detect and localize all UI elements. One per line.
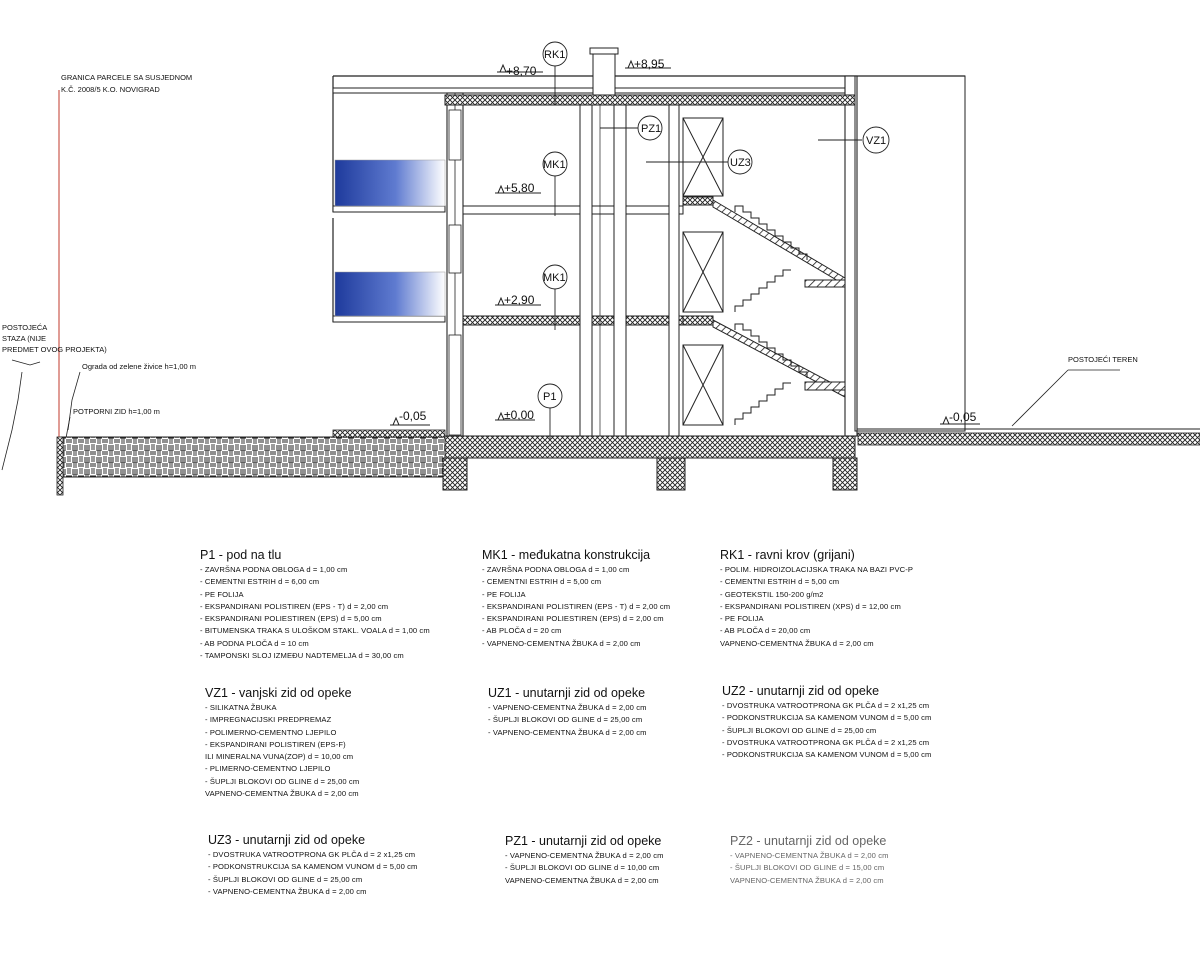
foundation-right: [833, 458, 857, 490]
legend-item: - IMPREGNACIJSKI PREDPREMAZ: [205, 715, 332, 725]
legend-item: - VAPNENO-CEMENTNA ŽBUKA d = 2,00 cm: [488, 727, 647, 737]
roof-slab: [445, 95, 855, 105]
legend-item: - PODKONSTRUKCIJA SA KAMENOM VUNOM d = 5,00 cm: [208, 862, 418, 872]
parcel-boundary-note-1: GRANICA PARCELE SA SUSJEDNOM: [61, 73, 193, 82]
legend-uz2: [722, 684, 931, 761]
legend-item: - EKSPANDIRANI POLIESTIREN (EPS) d = 2,00 cm: [482, 614, 664, 624]
legend-item: - ŠUPLJI BLOKOVI OD GLINE d = 25,00 cm: [205, 776, 360, 786]
legend-title: VZ1 - vanjski zid od opeke: [205, 686, 352, 700]
legend-item: VAPNENO-CEMENTNA ŽBUKA d = 2,00 cm: [730, 875, 884, 885]
legend-item: - PE FOLIJA: [720, 614, 764, 624]
legend-item: - CEMENTNI ESTRIH d = 5,00 cm: [482, 577, 602, 587]
tag-pz1: PZ1: [641, 123, 662, 135]
parcel-boundary-note-2: K.Č. 2008/5 K.O. NOVIGRAD: [61, 85, 160, 94]
legend-item: - VAPNENO-CEMENTNA ŽBUKA d = 2,00 cm: [488, 703, 647, 712]
legend-item: VAPNENO-CEMENTNA ŽBUKA d = 2,00 cm: [720, 638, 874, 648]
legend-item: - CEMENTNI ESTRIH d = 5,00 cm: [720, 577, 840, 587]
legend-item: - AB PLOČA d = 20,00 cm: [720, 626, 811, 636]
legend-item: - EKSPANDIRANI POLIESTIREN (EPS) d = 5,00 cm: [200, 614, 382, 624]
legend-item: - ZAVRŠNA PODNA OBLOGA d = 1,00 cm: [200, 565, 348, 574]
foundation-left: [443, 458, 467, 490]
legend-item: - PE FOLIJA: [482, 589, 526, 599]
level-terrain-left: -0,05: [399, 409, 427, 423]
legend-title: UZ3 - unutarnji zid od opeke: [208, 833, 366, 847]
legend-rk1: [720, 548, 913, 650]
legend-title: RK1 - ravni krov (grijani): [720, 548, 855, 562]
level-first-floor: +2,90: [504, 293, 535, 307]
legend-pz1: [505, 834, 664, 887]
legend-item: - DVOSTRUKA VATROOTPRONA GK PLČA d = 2 x1,25 cm: [208, 850, 416, 859]
legend-item: - PODKONSTRUKCIJA SA KAMENOM VUNOM d = 5,00 cm: [722, 750, 932, 760]
existing-path-note-1: POSTOJEĆA: [2, 323, 48, 332]
level-ground: ±0,00: [504, 408, 534, 422]
left-ground-fill: [61, 437, 445, 477]
legend-item: - DVOSTRUKA VATROOTPRONA GK PLČA d = 2 x1,25 cm: [722, 737, 930, 747]
door-upper: [683, 118, 723, 196]
legend-item: - TAMPONSKI SLOJ IZMEĐU NADTEMELJA d = 30,00 cm: [200, 651, 404, 661]
legend-item: - DVOSTRUKA VATROOTPRONA GK PLČA d = 2 x1,25 cm: [722, 701, 930, 710]
legend-item: - ŠUPLJI BLOKOVI OD GLINE d = 25,00 cm: [488, 715, 643, 725]
legend-title: MK1 - međukatna konstrukcija: [482, 548, 651, 562]
staircase-upper: [713, 200, 845, 312]
legend-item: VAPNENO-CEMENTNA ŽBUKA d = 2,00 cm: [205, 789, 359, 799]
existing-terrain-note: POSTOJEĆI TEREN: [1068, 355, 1138, 364]
legend-item: - PE FOLIJA: [200, 589, 244, 599]
tag-mk1-upper: MK1: [543, 159, 566, 171]
legend-title: P1 - pod na tlu: [200, 548, 282, 562]
legend-item: - EKSPANDIRANI POLISTIREN (XPS) d = 12,00 cm: [720, 601, 901, 611]
legend-p1: [200, 548, 430, 662]
tag-mk1-lower: MK1: [543, 272, 566, 284]
legend-item: - SILIKATNA ŽBUKA: [205, 703, 277, 712]
tag-vz1: VZ1: [866, 135, 887, 147]
legend-item: - AB PLOČA d = 20 cm: [482, 626, 562, 636]
foundation-middle: [657, 458, 685, 490]
legend-item: - AB PODNA PLOČA d = 10 cm: [200, 638, 309, 648]
lower-intermediate-slab: [463, 316, 683, 325]
ground-slab: [445, 436, 855, 458]
level-terrain-right: -0,05: [949, 410, 977, 424]
retaining-wall-note: POTPORNI ZID h=1,00 m: [73, 407, 160, 416]
legend-item: - VAPNENO-CEMENTNA ŽBUKA d = 2,00 cm: [482, 638, 641, 648]
legend-item: - VAPNENO-CEMENTNA ŽBUKA d = 2,00 cm: [208, 886, 367, 896]
legend-item: - EKSPANDIRANI POLISTIREN (EPS-F): [205, 739, 346, 749]
tag-rk1: RK1: [544, 49, 566, 61]
legend-item: - CEMENTNI ESTRIH d = 6,00 cm: [200, 577, 320, 587]
level-second-floor: +5,80: [504, 181, 535, 195]
legend-item: - GEOTEKSTIL 150-200 g/m2: [720, 589, 824, 599]
upper-intermediate-slab: [463, 206, 683, 214]
existing-path-note-3: PREDMET OVOG PROJEKTA): [2, 345, 107, 354]
legend-item: - PODKONSTRUKCIJA SA KAMENOM VUNOM d = 5,00 cm: [722, 713, 932, 723]
legend-vz1: [205, 686, 359, 800]
fence-note: Ograda od zelene živice h=1,00 m: [82, 362, 197, 371]
legend-item: VAPNENO-CEMENTNA ŽBUKA d = 2,00 cm: [505, 875, 659, 885]
legend-item: - VAPNENO-CEMENTNA ŽBUKA d = 2,00 cm: [730, 851, 889, 860]
legend-pz2: [730, 834, 889, 887]
staircase-lower: [713, 320, 845, 425]
chimney: [593, 52, 615, 95]
legend-item: ILI MINERALNA VUNA(ZOP) d = 10,00 cm: [205, 752, 354, 762]
legend-uz3: [208, 833, 417, 898]
legend-item: - ŠUPLJI BLOKOVI OD GLINE d = 15,00 cm: [730, 863, 885, 873]
legend-title: UZ2 - unutarnji zid od opeke: [722, 684, 880, 698]
legend-item: - ŠUPLJI BLOKOVI OD GLINE d = 10,00 cm: [505, 863, 660, 873]
legend-item: - POLIM. HIDROIZOLACIJSKA TRAKA NA BAZI PVC-P: [720, 565, 913, 574]
level-roof: +8,70: [506, 64, 537, 78]
legend-item: - POLIMERNO-CEMENTNO LJEPILO: [205, 727, 337, 737]
balcony-glass-lower: [335, 272, 445, 316]
door-middle: [683, 232, 723, 312]
legend-item: - ŠUPLJI BLOKOVI OD GLINE d = 25,00 cm: [208, 874, 363, 884]
legend-item: - BITUMENSKA TRAKA S ULOŠKOM STAKL. VOALA d = 1,00 cm: [200, 626, 430, 636]
right-ground-fill: [858, 433, 1200, 445]
tag-p1: P1: [543, 391, 557, 403]
legend-item: - ŠUPLJI BLOKOVI OD GLINE d = 25,00 cm: [722, 725, 877, 735]
legend-title: PZ2 - unutarnji zid od opeke: [730, 834, 887, 848]
existing-path-note-2: STAZA (NIJE: [2, 334, 47, 343]
legend-item: - EKSPANDIRANI POLISTIREN (EPS - T) d = 2,00 cm: [200, 601, 389, 611]
legend-title: PZ1 - unutarnji zid od opeke: [505, 834, 662, 848]
tag-uz3: UZ3: [730, 157, 751, 169]
legend-uz1: [488, 686, 647, 739]
legend-item: - EKSPANDIRANI POLISTIREN (EPS - T) d = 2,00 cm: [482, 601, 671, 611]
balcony-glass-upper: [335, 160, 445, 206]
legend-title: UZ1 - unutarnji zid od opeke: [488, 686, 646, 700]
level-chimney: +8,95: [634, 57, 665, 71]
legend-item: - ZAVRŠNA PODNA OBLOGA d = 1,00 cm: [482, 565, 630, 574]
legend-mk1: [482, 548, 670, 650]
legend-item: - PLIMERNO-CEMENTNO LJEPILO: [205, 764, 331, 774]
door-lower: [683, 345, 723, 425]
legend-item: - VAPNENO-CEMENTNA ŽBUKA d = 2,00 cm: [505, 851, 664, 860]
